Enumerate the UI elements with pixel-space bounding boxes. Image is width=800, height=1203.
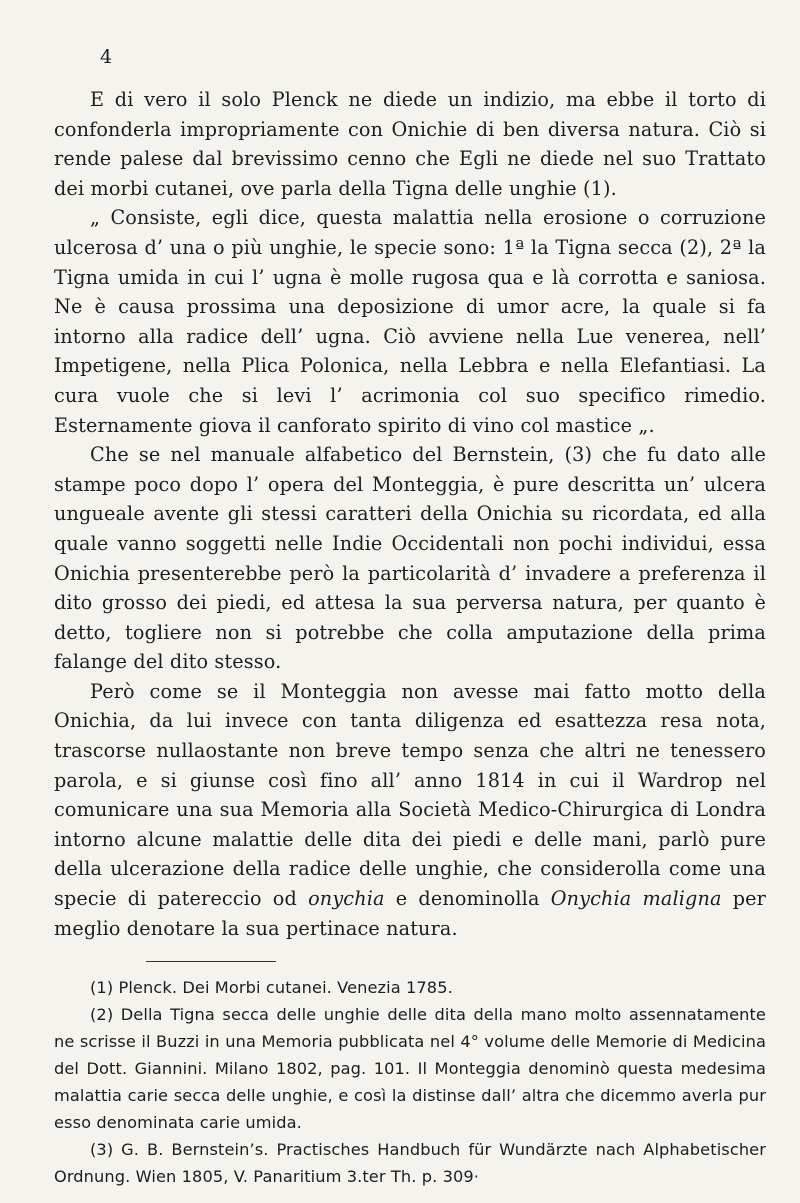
- footnote-divider: [146, 961, 276, 962]
- paragraph-4-text-c: per meglio denotare la sua pertinace natura.: [54, 887, 766, 940]
- paragraph-4-italic-onychia-maligna: Onychia maligna: [550, 887, 722, 911]
- paragraph-2-quotation: „ Consiste, egli dice, questa malattia nella erosione o corruzione ulcerosa d’ una o più unghie, le specie sono: 1ª la Tigna secca (2), 2ª la Tigna umida in cui l’ ugna è molle rugosa qua e là corrotta e saniosa. Ne è causa prossima una deposizione di umor acre, la quale si fa intorno alla radice dell’ ugna. Ciò avviene nella Lue venerea, nell’ Impetigene, nella Plica Polonica, nella Lebbra e nella Elefantiasi. La cura vuole che si levi l’ acrimonia col suo specifico rimedio. Esternamente giova il canforato spirito di vino col mastice „.: [54, 206, 766, 437]
- paragraph-4-text-b: e denominolla: [395, 887, 540, 911]
- footnotes: [54, 974, 766, 1190]
- paragraph-4-italic-onychia: onychia: [308, 887, 385, 911]
- footnote-3: (3) G. B. Bernstein’s. Practisches Handbuch für Wundärzte nach Alphabetischer Ordnung. Wien 1805, V. Panaritium 3.ter Th. p. 309·: [54, 1140, 766, 1186]
- footnote-1: (1) Plenck. Dei Morbi cutanei. Venezia 1785.: [90, 978, 453, 997]
- paragraph-4-text-a: Però come se il Monteggia non avesse mai fatto motto della Onichia, da lui invece con tanta diligenza ed esattezza resa nota, trascorse nullaostante non breve tempo senza che altri ne tenessero parola, e si giunse così fino all’ anno 1814 in cui il Wardrop nel comunicare una sua Memoria alla Società Medico-Chirurgica di Londra intorno alcune malattie delle dita dei piedi e delle mani, parlò pure della ulcerazione della radice delle unghie, che considerolla come una specie di patereccio od: [54, 679, 766, 911]
- page-number: 4: [100, 46, 113, 68]
- main-text: [54, 85, 766, 943]
- paragraph-3: Che se nel manuale alfabetico del Bernstein, (3) che fu dato alle stampe poco dopo l’ opera del Monteggia, è pure descritta un’ ulcera ungueale avente gli stessi caratteri della Onichia su ricordata, ed alla quale vanno soggetti nelle Indie Occidentali non pochi individui, essa Onichia presenterebbe però la particolarità d’ invadere a preferenza il dito grosso dei piedi, ed attesa la sua perversa natura, per quanto è detto, togliere non si potrebbe che colla amputazione della prima falange del dito stesso.: [54, 443, 766, 674]
- paragraph-1: E di vero il solo Plenck ne diede un indizio, ma ebbe il torto di confonderla impropriamente con Onichie di ben diversa natura. Ciò si rende palese dal brevissimo cenno che Egli ne diede nel suo Trattato dei morbi cutanei, ove parla della Tigna delle unghie (1).: [54, 88, 766, 200]
- paragraph-4: [54, 677, 766, 943]
- footnote-2: (2) Della Tigna secca delle unghie delle dita della mano molto assennatamente ne scrisse il Buzzi in una Memoria pubblicata nel 4° volume delle Memorie di Medicina del Dott. Giannini. Milano 1802, pag. 101. Il Monteggia denominò questa medesima malattia carie secca delle unghie, e così la distinse dall’ altra che dicemmo averla pur esso denominata carie umida.: [54, 1005, 766, 1132]
